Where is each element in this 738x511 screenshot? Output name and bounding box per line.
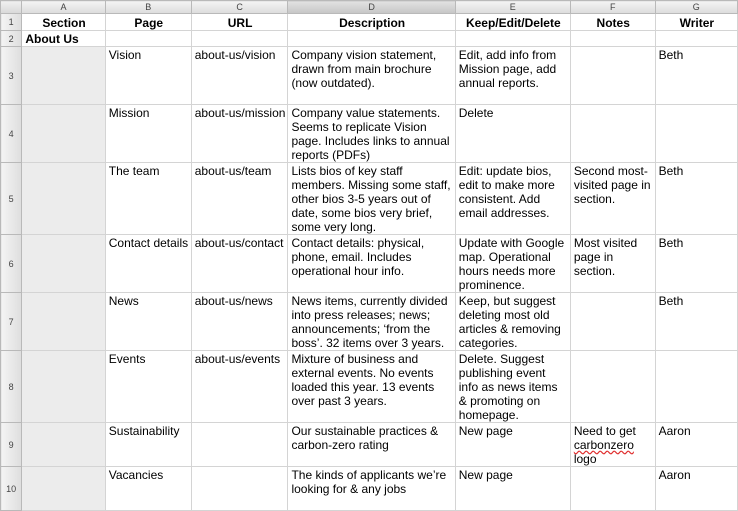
url-cell[interactable] bbox=[191, 467, 288, 511]
url-cell[interactable]: about-us/contact bbox=[191, 235, 288, 293]
page-cell[interactable]: The team bbox=[105, 163, 191, 235]
table-row bbox=[1, 467, 738, 511]
url-heading-cell[interactable]: URL bbox=[191, 14, 288, 31]
table-row bbox=[1, 351, 738, 423]
table-row bbox=[1, 47, 738, 105]
row-number[interactable]: 7 bbox=[1, 293, 22, 351]
section-cell[interactable] bbox=[22, 351, 105, 423]
notes-cell[interactable] bbox=[570, 293, 655, 351]
section-cell[interactable] bbox=[22, 467, 105, 511]
writer-cell[interactable] bbox=[655, 31, 737, 47]
section-cell[interactable] bbox=[22, 423, 105, 467]
url-cell[interactable]: about-us/events bbox=[191, 351, 288, 423]
row-number[interactable]: 10 bbox=[1, 467, 22, 511]
writer-cell[interactable]: Beth bbox=[655, 293, 737, 351]
description-cell[interactable] bbox=[288, 31, 455, 47]
page-cell[interactable]: Contact details bbox=[105, 235, 191, 293]
writer-cell[interactable]: Beth bbox=[655, 163, 737, 235]
table-row bbox=[1, 163, 738, 235]
description-cell[interactable]: Contact details: physical, phone, email. Includes operational hour info. bbox=[288, 235, 455, 293]
writer-heading-cell[interactable]: Writer bbox=[655, 14, 737, 31]
section-heading-cell[interactable]: Section bbox=[22, 14, 105, 31]
row-number[interactable]: 5 bbox=[1, 163, 22, 235]
table-row bbox=[1, 105, 738, 163]
writer-cell[interactable] bbox=[655, 351, 737, 423]
section-cell[interactable] bbox=[22, 235, 105, 293]
notes-cell[interactable] bbox=[570, 31, 655, 47]
writer-cell[interactable] bbox=[655, 105, 737, 163]
column-header-row bbox=[1, 1, 738, 14]
description-cell[interactable]: The kinds of applicants we’re looking for & any jobs bbox=[288, 467, 455, 511]
writer-cell[interactable]: Beth bbox=[655, 235, 737, 293]
notes-cell[interactable] bbox=[570, 423, 655, 467]
column-header-f[interactable]: F bbox=[570, 1, 655, 14]
description-cell[interactable]: Our sustainable practices & carbon-zero rating bbox=[288, 423, 455, 467]
section-row bbox=[1, 31, 738, 47]
notes-cell[interactable] bbox=[570, 351, 655, 423]
section-cell[interactable] bbox=[22, 105, 105, 163]
description-cell[interactable]: Lists bios of key staff members. Missing some staff, other bios 3-5 years out of date, some bios very brief, some very long. bbox=[288, 163, 455, 235]
description-cell[interactable]: Company vision statement, drawn from main brochure (now outdated). bbox=[288, 47, 455, 105]
description-heading-cell[interactable]: Description bbox=[288, 14, 455, 31]
writer-cell[interactable]: Aaron bbox=[655, 423, 737, 467]
section-cell[interactable] bbox=[22, 293, 105, 351]
notes-cell[interactable] bbox=[570, 105, 655, 163]
section-cell[interactable]: About Us bbox=[22, 31, 105, 47]
description-cell[interactable]: News items, currently divided into press releases; news; announcements; ‘from the boss’. 32 items over 3 years. bbox=[288, 293, 455, 351]
page-cell[interactable]: Vacancies bbox=[105, 467, 191, 511]
section-cell[interactable] bbox=[22, 47, 105, 105]
action-cell[interactable]: New page bbox=[455, 423, 570, 467]
url-cell[interactable] bbox=[191, 423, 288, 467]
select-all-corner[interactable] bbox=[1, 1, 22, 14]
notes-cell[interactable]: Most visited page in section. bbox=[570, 235, 655, 293]
action-cell[interactable]: New page bbox=[455, 467, 570, 511]
action-cell[interactable]: Keep, but suggest deleting most old articles & removing categories. bbox=[455, 293, 570, 351]
column-header-g[interactable]: G bbox=[655, 1, 737, 14]
table-row bbox=[1, 235, 738, 293]
action-cell[interactable]: Edit, add info from Mission page, add annual reports. bbox=[455, 47, 570, 105]
header-row bbox=[1, 14, 738, 31]
action-cell[interactable]: Delete. Suggest publishing event info as news items & promoting on homepage. bbox=[455, 351, 570, 423]
notes-heading-cell[interactable]: Notes bbox=[570, 14, 655, 31]
url-cell[interactable] bbox=[191, 31, 288, 47]
table-row bbox=[1, 293, 738, 351]
description-cell[interactable]: Mixture of business and external events. No events loaded this year. 13 events over past 3 years. bbox=[288, 351, 455, 423]
action-cell[interactable]: Edit: update bios, edit to make more consistent. Add email addresses. bbox=[455, 163, 570, 235]
column-header-d[interactable]: D bbox=[288, 1, 455, 14]
url-cell[interactable]: about-us/vision bbox=[191, 47, 288, 105]
page-heading-cell[interactable]: Page bbox=[105, 14, 191, 31]
page-cell[interactable]: News bbox=[105, 293, 191, 351]
column-header-a[interactable]: A bbox=[22, 1, 105, 14]
notes-text: Need to get bbox=[573, 424, 636, 438]
page-cell[interactable]: Mission bbox=[105, 105, 191, 163]
column-header-b[interactable]: B bbox=[105, 1, 191, 14]
notes-cell[interactable] bbox=[570, 467, 655, 511]
writer-cell[interactable]: Beth bbox=[655, 47, 737, 105]
url-cell[interactable]: about-us/news bbox=[191, 293, 288, 351]
row-number[interactable]: 4 bbox=[1, 105, 22, 163]
row-number[interactable]: 3 bbox=[1, 47, 22, 105]
page-cell[interactable]: Sustainability bbox=[105, 423, 191, 467]
action-cell[interactable]: Update with Google map. Operational hours needs more prominence. bbox=[455, 235, 570, 293]
table-row bbox=[1, 423, 738, 467]
section-cell[interactable] bbox=[22, 163, 105, 235]
page-cell[interactable] bbox=[105, 31, 191, 47]
misspelled-word: carbonzero bbox=[573, 438, 634, 452]
notes-text: logo bbox=[573, 452, 597, 466]
action-cell[interactable]: Delete bbox=[455, 105, 570, 163]
page-cell[interactable]: Vision bbox=[105, 47, 191, 105]
notes-cell[interactable]: Second most-visited page in section. bbox=[570, 163, 655, 235]
notes-cell[interactable] bbox=[570, 47, 655, 105]
writer-cell[interactable]: Aaron bbox=[655, 467, 737, 511]
url-cell[interactable]: about-us/mission bbox=[191, 105, 288, 163]
column-header-e[interactable]: E bbox=[455, 1, 570, 14]
row-number[interactable]: 9 bbox=[1, 423, 22, 467]
page-cell[interactable]: Events bbox=[105, 351, 191, 423]
row-number[interactable]: 8 bbox=[1, 351, 22, 423]
url-cell[interactable]: about-us/team bbox=[191, 163, 288, 235]
action-cell[interactable] bbox=[455, 31, 570, 47]
keep-edit-delete-heading-cell[interactable]: Keep/Edit/Delete bbox=[455, 14, 570, 31]
row-number[interactable]: 1 bbox=[1, 14, 22, 31]
row-number[interactable]: 6 bbox=[1, 235, 22, 293]
column-header-c[interactable]: C bbox=[191, 1, 288, 14]
description-cell[interactable]: Company value statements. Seems to replicate Vision page. Includes links to annual reports (PDFs) bbox=[288, 105, 455, 163]
row-number[interactable]: 2 bbox=[1, 31, 22, 47]
